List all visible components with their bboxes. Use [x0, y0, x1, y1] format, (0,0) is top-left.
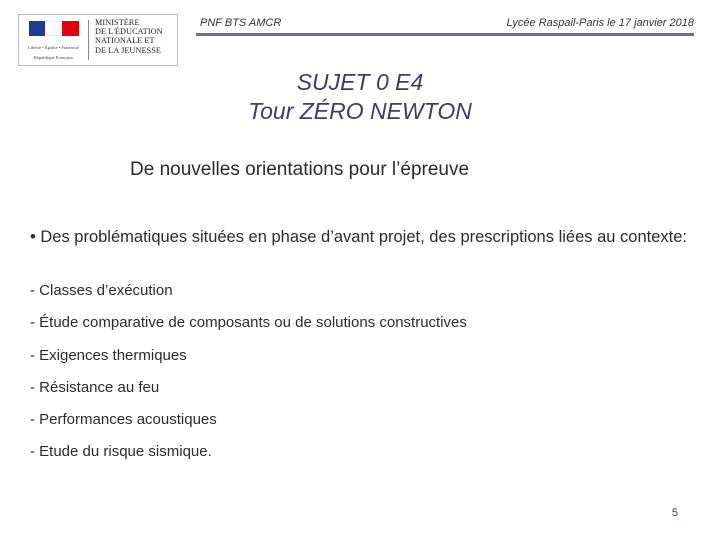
header-rule	[196, 33, 694, 36]
requirements-list	[30, 281, 467, 475]
title-line-2: Tour ZÉRO NEWTON	[248, 98, 472, 124]
header-venue-date: Lycée Raspail-Paris le 17 janvier 2018	[506, 17, 694, 29]
slide-title	[0, 68, 720, 126]
ministry-line: DE LA JEUNESSE	[95, 45, 161, 55]
header-course-label: PNF BTS AMCR	[200, 17, 282, 29]
french-flag-icon	[29, 21, 79, 36]
page-number: 5	[671, 507, 678, 519]
ministry-line: DE L'ÉDUCATION	[95, 27, 163, 37]
list-item: - Exigences thermiques	[30, 346, 187, 364]
slide-subtitle: De nouvelles orientations pour l’épreuve	[130, 159, 470, 180]
intro-bullet: • Des problématiques situées en phase d’avant projet, des prescriptions liées au contexte:	[30, 228, 687, 246]
list-item: - Étude comparative de composants ou de solutions constructives	[30, 314, 467, 332]
ministry-logo	[18, 14, 178, 66]
list-item: - Performances acoustiques	[30, 411, 217, 429]
republic-motto	[28, 40, 79, 65]
list-item: - Classes d’exécution	[30, 282, 173, 299]
title-line-1: SUJET 0 E4	[296, 69, 424, 95]
ministry-line: MINISTÈRE	[95, 18, 140, 27]
motto-line: République Française	[33, 55, 74, 60]
ministry-line: NATIONALE ET	[95, 36, 155, 46]
ministry-name	[89, 15, 177, 65]
motto-line: Liberté • Égalité • Fraternité	[28, 45, 79, 50]
list-item: - Résistance au feu	[30, 378, 160, 396]
list-item: - Etude du risque sismique.	[30, 443, 212, 461]
marianne-emblem	[19, 15, 88, 65]
